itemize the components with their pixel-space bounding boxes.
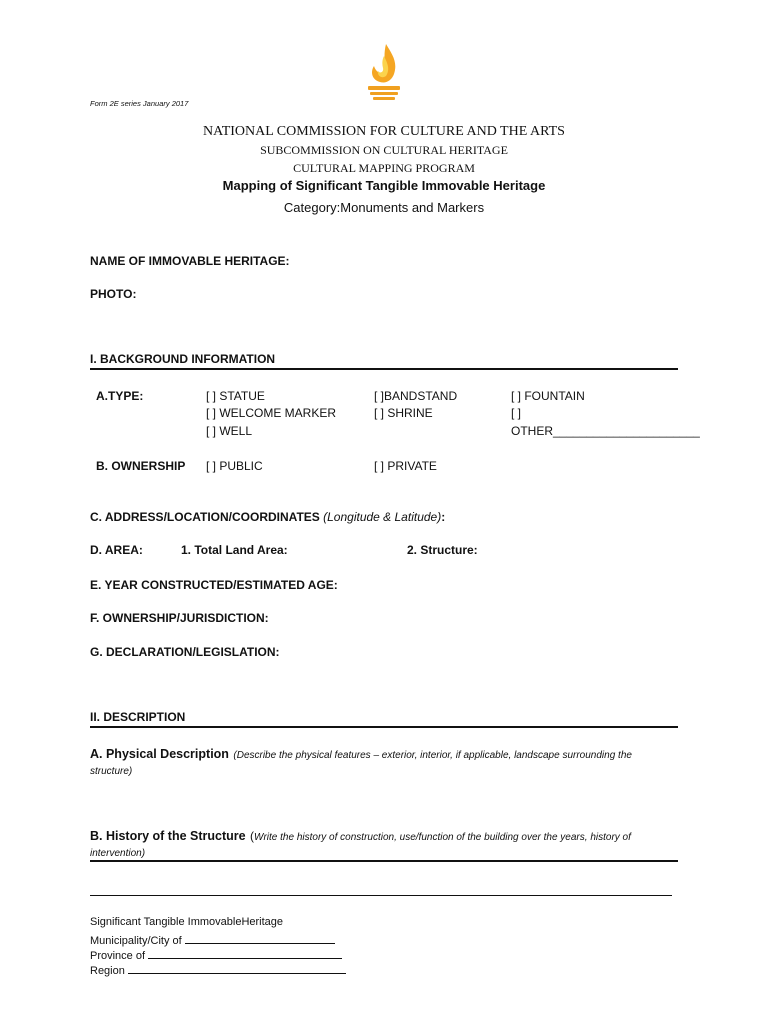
torch-logo-icon	[362, 42, 406, 100]
address-colon: :	[441, 510, 446, 524]
history-row	[90, 827, 631, 845]
province-field[interactable]	[148, 947, 342, 959]
section-1-heading: I. BACKGROUND INFORMATION	[90, 352, 276, 366]
physical-note: (Describe the physical features – exterior, interior, if applicable, landscape surrounding the	[233, 750, 632, 761]
program-title: CULTURAL MAPPING PROGRAM	[293, 161, 475, 175]
footer-region	[90, 962, 346, 977]
mapping-title: Mapping of Significant Tangible Immovable Heritage	[222, 178, 546, 193]
municipality-label: Municipality/City of	[90, 935, 182, 947]
address-note: (Longitude & Latitude)	[323, 510, 442, 524]
ownership-label: B. OWNERSHIP	[96, 459, 186, 473]
region-label: Region	[90, 965, 125, 977]
footer-municipality	[90, 932, 335, 947]
year-label: E. YEAR CONSTRUCTED/ESTIMATED AGE:	[90, 578, 338, 592]
ownership-private[interactable]: [ ] PRIVATE	[374, 459, 437, 473]
type-welcome-marker[interactable]: [ ] WELCOME MARKER	[206, 406, 337, 420]
history-paren: (	[250, 829, 255, 843]
subcommission-title: SUBCOMMISSION ON CULTURAL HERITAGE	[260, 143, 508, 157]
municipality-field[interactable]	[185, 932, 335, 944]
type-statue[interactable]: [ ] STATUE	[206, 389, 265, 403]
form-code: Form 2E series January 2017	[90, 99, 189, 108]
separator-line	[90, 895, 672, 896]
province-label: Province of	[90, 950, 146, 962]
org-title: NATIONAL COMMISSION FOR CULTURE AND THE ARTS	[203, 124, 565, 139]
footer-title: Significant Tangible ImmovableHeritage	[90, 916, 284, 928]
address-row	[90, 510, 445, 524]
type-well[interactable]: [ ] WELL	[206, 424, 253, 438]
physical-row	[90, 745, 632, 763]
history-note-cont: intervention)	[90, 848, 146, 859]
physical-label: A. Physical Description	[90, 747, 229, 761]
section-2-heading: II. DESCRIPTION	[90, 710, 186, 724]
history-note: Write the history of construction, use/function of the building over the years, history of	[254, 832, 631, 843]
address-label: C. ADDRESS/LOCATION/COORDINATES	[90, 510, 320, 524]
declaration-label: G. DECLARATION/LEGISLATION:	[90, 645, 280, 659]
section-1-rule	[90, 368, 678, 370]
history-label: B. History of the Structure	[90, 829, 246, 843]
type-other-field[interactable]: OTHER______________________	[511, 424, 700, 438]
name-label: NAME OF IMMOVABLE HERITAGE:	[90, 254, 290, 268]
jurisdiction-label: F. OWNERSHIP/JURISDICTION:	[90, 611, 269, 625]
category-title: Category:Monuments and Markers	[283, 200, 485, 215]
type-shrine[interactable]: [ ] SHRINE	[374, 406, 433, 420]
area-land-label: 1. Total Land Area:	[181, 543, 288, 557]
area-structure-label: 2. Structure:	[407, 543, 478, 557]
ownership-public[interactable]: [ ] PUBLIC	[206, 459, 263, 473]
photo-label: PHOTO:	[90, 287, 137, 301]
type-other-box[interactable]: [ ]	[511, 406, 522, 420]
type-bandstand[interactable]: [ ]BANDSTAND	[374, 389, 458, 403]
area-label: D. AREA:	[90, 543, 143, 557]
section-2b-rule	[90, 860, 678, 862]
footer-province	[90, 947, 342, 962]
region-field[interactable]	[128, 962, 346, 974]
section-2-rule	[90, 726, 678, 728]
type-fountain[interactable]: [ ] FOUNTAIN	[511, 389, 585, 403]
type-label: A.TYPE:	[96, 389, 144, 403]
physical-note-cont: structure)	[90, 766, 133, 777]
